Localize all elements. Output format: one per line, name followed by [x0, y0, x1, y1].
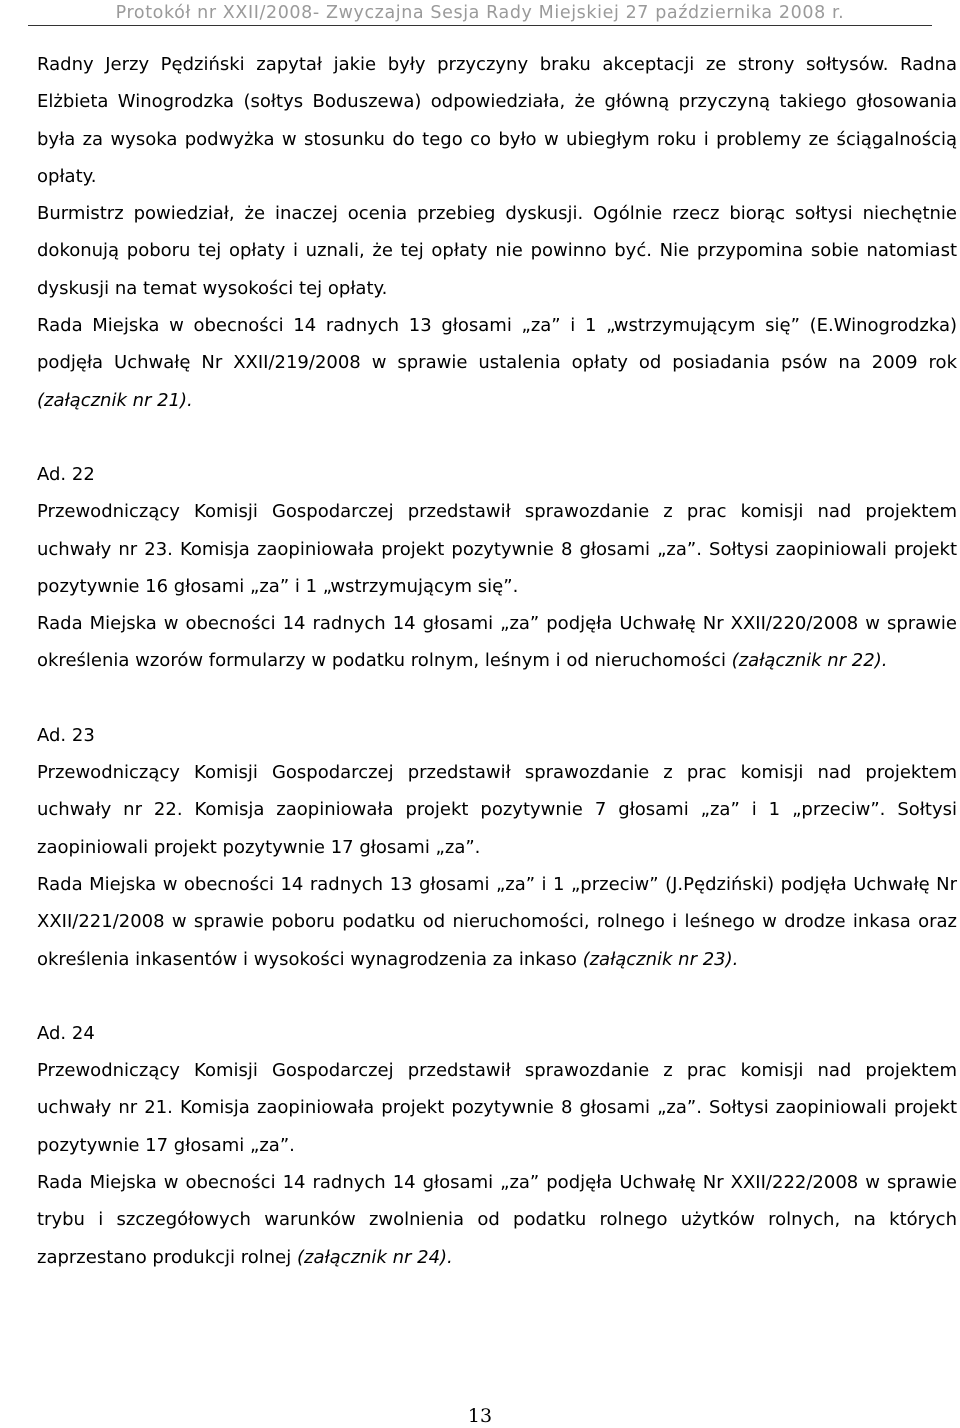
paragraph-ad24-committee-report: Przewodniczący Komisji Gospodarczej przedstawił sprawozdanie z prac komisji nad projektem uchwały nr 21. Komisja zaopiniowała projekt pozytywnie 8 głosami „za”. Sołtysi zaopiniowali projekt pozytywnie 17 głosami „za”. — [37, 1060, 957, 1156]
paragraph-resolution-220 — [37, 605, 957, 680]
document-body — [37, 46, 957, 1276]
paragraph-resolution-219 — [37, 307, 957, 419]
paragraph-resolution-222 — [37, 1164, 957, 1276]
page-number: 13 — [467, 1405, 493, 1427]
resolution-222-text: Rada Miejska w obecności 14 radnych 14 głosami „za” podjęła Uchwałę Nr XXII/222/2008 w sprawie trybu i szczegółowych warunków zwolnienia od podatku rolnego użytków rolnych, na których zaprzestano produkcji rolnej — [37, 1172, 957, 1268]
paragraph-pedzinski-question: Radny Jerzy Pędziński zapytał jakie były przyczyny braku akceptacji ze strony sołtysów. Radna Elżbieta Winogrodzka (sołtys Boduszewa) odpowiedziała, że główną przyczyną takiego głosowania była za wysoka podwyżka w stosunku do tego co było w ubiegłym roku i problemy ze ściągalnością opłaty. — [37, 54, 957, 187]
paragraph-burmistrz-response: Burmistrz powiedział, że inaczej ocenia przebieg dyskusji. Ogólnie rzecz biorąc sołtysi niechętnie dokonują poboru tej opłaty i uznali, że tej opłaty nie powinno być. Nie przypomina sobie natomiast dyskusji na temat wysokości tej opłaty. — [37, 203, 957, 299]
attachment-ref-24: (załącznik nr 24). — [296, 1246, 453, 1268]
resolution-221-text: Rada Miejska w obecności 14 radnych 13 głosami „za” i 1 „przeciw” (J.Pędziński) podjęła Uchwałę Nr XXII/221/2008 w sprawie poboru podatku od nieruchomości, rolnego i leśnego w drodze inkasa oraz określenia inkasentów i wysokości wynagrodzenia za inkaso — [37, 873, 957, 970]
section-heading-ad-22: Ad. 22 — [37, 463, 95, 485]
attachment-ref-21: (załącznik nr 21). — [37, 389, 193, 411]
header-divider — [28, 25, 932, 26]
attachment-ref-22: (załącznik nr 22). — [731, 650, 888, 672]
section-heading-ad-24: Ad. 24 — [37, 1022, 95, 1044]
paragraph-ad22-committee-report: Przewodniczący Komisji Gospodarczej przedstawił sprawozdanie z prac komisji nad projektem uchwały nr 23. Komisja zaopiniowała projekt pozytywnie 8 głosami „za”. Sołtysi zaopiniowali projekt pozytywnie 16 głosami „za” i 1 „wstrzymującym się”. — [37, 501, 957, 597]
resolution-219-text: Rada Miejska w obecności 14 radnych 13 głosami „za” i 1 „wstrzymującym się” (E.Winogrodzka) podjęła Uchwałę Nr XXII/219/2008 w sprawie ustalenia opłaty od posiadania psów na 2009 rok — [37, 315, 957, 374]
section-spacer — [37, 978, 957, 1015]
page-header-title: Protokół nr XXII/2008- Zwyczajna Sesja Rady Miejskiej 27 października 2008 r. — [115, 3, 845, 23]
paragraph-ad23-committee-report: Przewodniczący Komisji Gospodarczej przedstawił sprawozdanie z prac komisji nad projektem uchwały nr 22. Komisja zaopiniowała projekt pozytywnie 7 głosami „za” i 1 „przeciw”. Sołtysi zaopiniowali projekt pozytywnie 17 głosami „za”. — [37, 762, 957, 858]
section-heading-ad-23: Ad. 23 — [37, 724, 95, 746]
resolution-220-text: Rada Miejska w obecności 14 radnych 14 głosami „za” podjęła Uchwałę Nr XXII/220/2008 w sprawie określenia wzorów formularzy w podatku rolnym, leśnym i od nieruchomości — [37, 613, 957, 672]
attachment-ref-23: (załącznik nr 23). — [582, 948, 739, 970]
section-spacer — [37, 680, 957, 717]
paragraph-resolution-221 — [37, 866, 957, 978]
section-spacer — [37, 419, 957, 456]
